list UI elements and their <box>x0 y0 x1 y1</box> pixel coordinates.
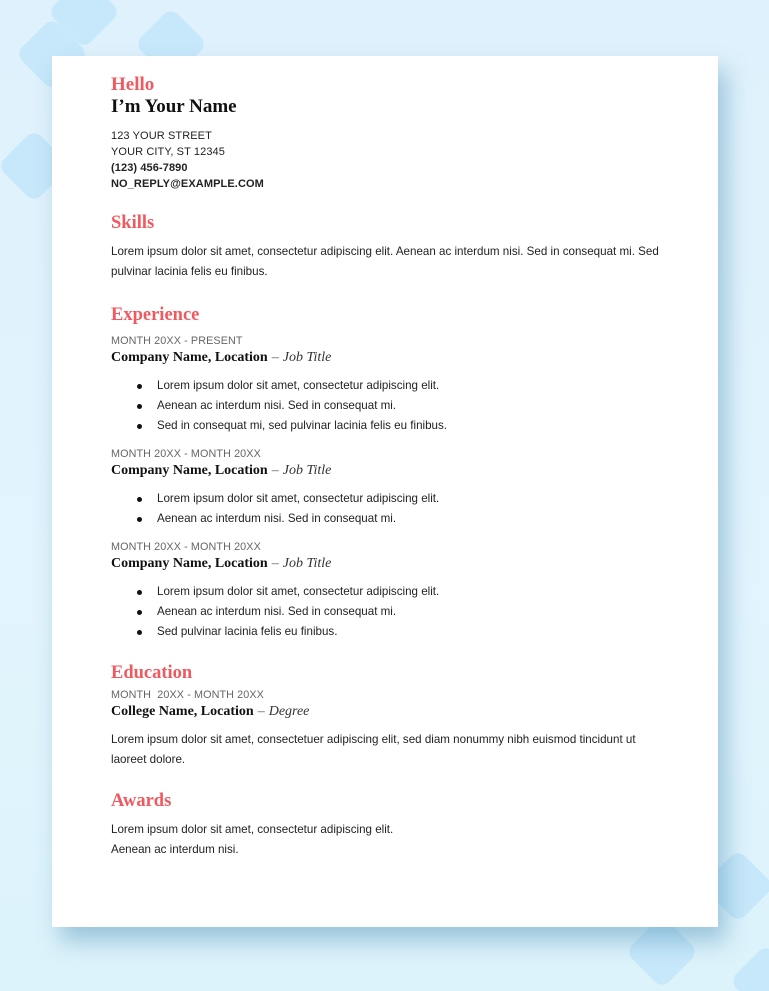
bullet-item: Aenean ac interdum nisi. Sed in consequat mi. <box>137 602 660 622</box>
full-name: I’m Your Name <box>111 96 237 117</box>
education-section <box>111 662 660 770</box>
street-address: 123 YOUR STREET <box>111 130 212 142</box>
job-heading <box>111 461 660 481</box>
education-dates: MONTH 20XX - MONTH 20XX <box>111 689 264 701</box>
bullet-item: Lorem ipsum dolor sit amet, consectetur adipiscing elit. <box>137 489 660 509</box>
education-text: Lorem ipsum dolor sit amet, consectetuer adipiscing elit, sed diam nonummy nibh euismod tincidunt ut laoreet dolore. <box>111 733 636 766</box>
bullet-item: Lorem ipsum dolor sit amet, consectetur adipiscing elit. <box>137 582 660 602</box>
separator-dash: – <box>257 704 265 719</box>
job-bullet-list <box>111 489 660 529</box>
phone-number: (123) 456-7890 <box>111 162 188 174</box>
separator-dash: – <box>271 463 279 478</box>
section-title-experience: Experience <box>111 305 200 325</box>
job-bullet-list <box>111 376 660 436</box>
job-dates: MONTH 20XX - MONTH 20XX <box>111 541 261 553</box>
section-title-education: Education <box>111 663 193 683</box>
job-heading <box>111 554 660 574</box>
job-title: Job Title <box>282 350 332 365</box>
header <box>111 74 660 192</box>
college-location: College Name, Location <box>111 704 254 719</box>
background-diamond-shape <box>729 944 769 991</box>
resume-page <box>52 56 718 927</box>
skills-section <box>111 212 660 282</box>
separator-dash: – <box>271 350 279 365</box>
bullet-item: Sed pulvinar lacinia felis eu finibus. <box>137 622 660 642</box>
bullet-item: Lorem ipsum dolor sit amet, consectetur adipiscing elit. <box>137 376 660 396</box>
job-entry <box>111 447 660 529</box>
job-entry <box>111 334 660 436</box>
skills-text: Lorem ipsum dolor sit amet, consectetur adipiscing elit. Aenean ac interdum nisi. Sed in consequat mi. Sed pulvinar lacinia felis eu finibus. <box>111 245 659 278</box>
company-location: Company Name, Location <box>111 556 268 571</box>
job-heading <box>111 348 660 368</box>
job-entry <box>111 540 660 642</box>
city-state-zip: YOUR CITY, ST 12345 <box>111 146 225 158</box>
section-title-skills: Skills <box>111 213 155 233</box>
job-dates: MONTH 20XX - MONTH 20XX <box>111 448 261 460</box>
company-location: Company Name, Location <box>111 350 268 365</box>
job-dates: MONTH 20XX - PRESENT <box>111 335 243 347</box>
experience-section <box>111 304 660 642</box>
job-title: Job Title <box>282 463 332 478</box>
bullet-item: Aenean ac interdum nisi. Sed in consequat mi. <box>137 509 660 529</box>
education-heading <box>111 702 660 722</box>
awards-section <box>111 790 660 860</box>
greeting: Hello <box>111 74 155 95</box>
awards-line: Aenean ac interdum nisi. <box>111 843 239 856</box>
separator-dash: – <box>271 556 279 571</box>
section-title-awards: Awards <box>111 791 172 811</box>
bullet-item: Sed in consequat mi, sed pulvinar lacinia felis eu finibus. <box>137 416 660 436</box>
email-address: NO_REPLY@EXAMPLE.COM <box>111 178 264 190</box>
company-location: Company Name, Location <box>111 463 268 478</box>
awards-line: Lorem ipsum dolor sit amet, consectetur adipiscing elit. <box>111 823 394 836</box>
bullet-item: Aenean ac interdum nisi. Sed in consequat mi. <box>137 396 660 416</box>
job-bullet-list <box>111 582 660 642</box>
degree: Degree <box>268 704 310 719</box>
job-title: Job Title <box>282 556 332 571</box>
